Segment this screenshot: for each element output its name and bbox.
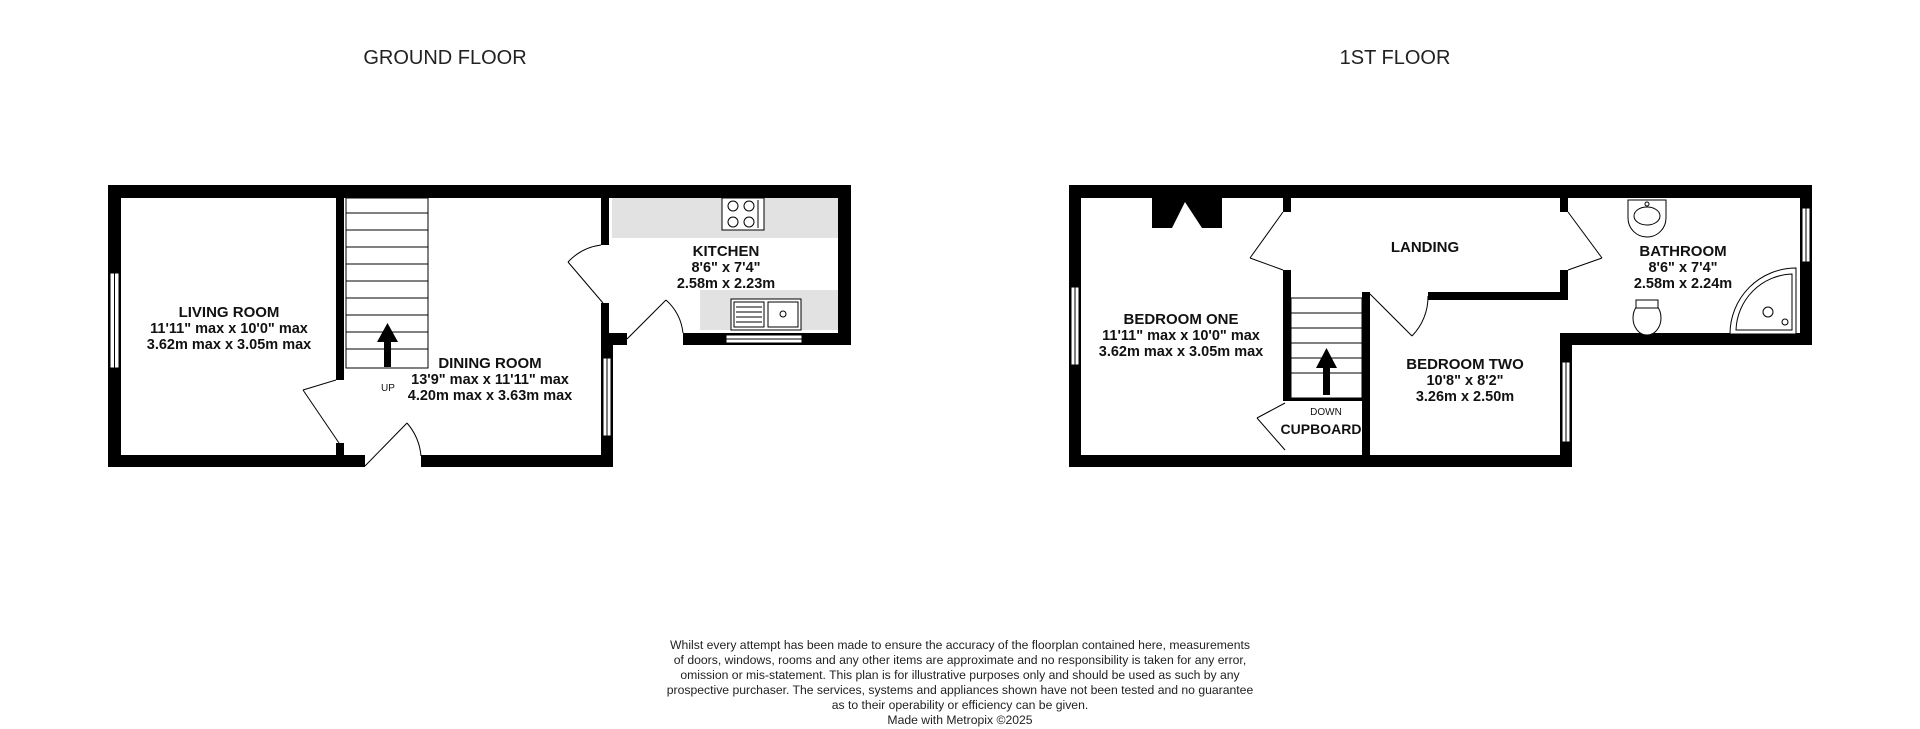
disclaimer-text — [560, 638, 1360, 728]
bathroom-name: BATHROOM — [1639, 243, 1727, 260]
ground-wall-living-dining-lower — [336, 443, 344, 467]
cupboard-name: CUPBOARD — [1280, 421, 1362, 437]
living-room-door — [303, 380, 339, 443]
bedroom-two-metric: 3.26m x 2.50m — [1415, 389, 1515, 405]
living-room-name: LIVING ROOM — [178, 304, 280, 321]
toilet-icon — [1633, 300, 1661, 335]
stairs-down-arrow-icon — [1323, 366, 1330, 395]
kitchen-imperial: 8'6" x 7'4" — [691, 260, 761, 276]
kitchen-metric: 2.58m x 2.23m — [676, 276, 776, 292]
disclaimer-line: prospective purchaser. The services, systems and appliances shown have not been tested and no guarantee — [666, 683, 1254, 697]
first-staircase — [1291, 298, 1362, 398]
dining-room-name: DINING ROOM — [438, 355, 542, 372]
first-wall-top — [1069, 185, 1812, 198]
kitchen-inner-door — [627, 300, 683, 339]
bedroom-two-imperial: 10'8" x 8'2" — [1426, 373, 1504, 389]
ground-wall-kitchen-right — [838, 185, 851, 345]
ground-wall-dining-kitchen-lower — [601, 303, 609, 335]
ground-staircase — [346, 198, 428, 368]
disclaimer-line: omission or mis-statement. This plan is for illustrative purposes only and should be used as such by any — [680, 668, 1240, 682]
bedroom-one-name: BEDROOM ONE — [1123, 311, 1239, 328]
first-wall-landing-bath-lower — [1560, 270, 1568, 300]
first-wall-landing-bath-top — [1560, 198, 1568, 212]
living-room-imperial: 11'11" max x 10'0" max — [150, 321, 308, 337]
ground-stairs-label: UP — [381, 383, 395, 394]
first-wall-bed1-stairs — [1283, 270, 1291, 400]
ground-wall-living-dining — [336, 185, 344, 380]
first-floor-title: 1ST FLOOR — [1339, 47, 1451, 69]
sink-icon — [731, 299, 801, 330]
bedroom-one-metric: 3.62m max x 3.05m max — [1098, 344, 1264, 360]
landing-name: LANDING — [1390, 239, 1460, 256]
bathroom-imperial: 8'6" x 7'4" — [1648, 260, 1718, 276]
first-wall-bed1-landing-top — [1283, 198, 1291, 212]
dining-room-metric: 4.20m max x 3.63m max — [407, 388, 573, 404]
front-door — [365, 423, 421, 466]
bedroom-one-imperial: 11'11" max x 10'0" max — [1102, 328, 1260, 344]
bedroom-two-door — [1370, 294, 1428, 336]
stairs-arrow-icon — [384, 340, 391, 367]
first-stairs-label: DOWN — [1310, 407, 1342, 418]
shower-icon — [1730, 268, 1796, 334]
first-wall-landing-bed2 — [1428, 292, 1564, 300]
metropix-credit: Made with Metropix ©2025 — [887, 713, 1033, 727]
bedroom-one-door — [1250, 212, 1283, 270]
ground-floor-title: GROUND FLOOR — [363, 47, 527, 69]
disclaimer-line: Whilst every attempt has been made to ensure the accuracy of the floorplan contained here, measurements — [670, 638, 1250, 652]
kitchen-name: KITCHEN — [692, 243, 760, 260]
basin-icon — [1628, 200, 1666, 237]
ground-wall-bottom-right — [421, 455, 613, 467]
bathroom-metric: 2.58m x 2.24m — [1633, 276, 1733, 292]
ground-floor-plan — [108, 185, 851, 467]
first-wall-bath-bottom — [1560, 333, 1812, 345]
disclaimer-line: as to their operability or efficiency can be given. — [831, 698, 1089, 712]
living-room-metric: 3.62m max x 3.05m max — [146, 337, 312, 353]
first-wall-bottom — [1069, 455, 1572, 467]
ground-wall-bottom-left — [108, 455, 365, 467]
first-wall-stairs-bed2 — [1362, 292, 1370, 460]
hob-icon — [722, 198, 764, 230]
ground-wall-top — [108, 185, 851, 198]
bedroom-two-name: BEDROOM TWO — [1406, 356, 1524, 373]
disclaimer-line: of doors, windows, rooms and any other items are approximate and no responsibility is taken for any error, — [673, 653, 1247, 667]
kitchen-door — [568, 245, 603, 303]
first-floor-plan — [1069, 185, 1812, 467]
dining-room-imperial: 13'9" max x 11'11" max — [411, 372, 569, 388]
bathroom-door — [1568, 212, 1602, 270]
ground-wall-dining-kitchen-top — [601, 185, 609, 245]
